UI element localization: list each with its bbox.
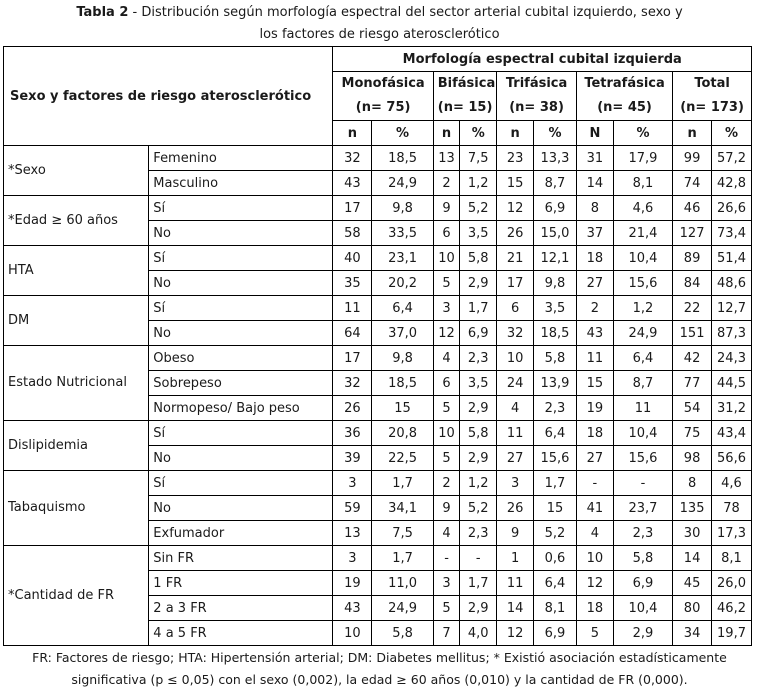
percent-cell: 13,9 bbox=[534, 371, 577, 396]
percent-cell: 19,7 bbox=[712, 621, 752, 646]
count-cell: 10 bbox=[433, 246, 460, 271]
count-cell: 5 bbox=[433, 396, 460, 421]
count-cell: 75 bbox=[673, 421, 712, 446]
count-cell: 45 bbox=[673, 571, 712, 596]
count-cell: 80 bbox=[673, 596, 712, 621]
count-cell: 135 bbox=[673, 496, 712, 521]
count-cell: 59 bbox=[333, 496, 372, 521]
percent-cell: 7,5 bbox=[460, 146, 497, 171]
row-label: 4 a 5 FR bbox=[149, 621, 333, 646]
table-row bbox=[4, 146, 752, 171]
count-cell: 12 bbox=[433, 321, 460, 346]
percent-cell: 37,0 bbox=[372, 321, 433, 346]
percent-cell: 12,1 bbox=[534, 246, 577, 271]
percent-cell: 48,6 bbox=[712, 271, 752, 296]
row-label: Sí bbox=[149, 196, 333, 221]
count-cell: 7 bbox=[433, 621, 460, 646]
table-row bbox=[4, 346, 752, 371]
percent-cell: 2,3 bbox=[613, 521, 672, 546]
percent-cell: 1,2 bbox=[613, 296, 672, 321]
column-group-count: (n= 45) bbox=[597, 100, 652, 115]
percent-cell: 5,8 bbox=[460, 246, 497, 271]
column-group-name: Tetrafásica bbox=[584, 76, 665, 91]
count-cell: 36 bbox=[333, 421, 372, 446]
percent-cell: 8,7 bbox=[613, 371, 672, 396]
count-cell: 23 bbox=[497, 146, 534, 171]
percent-cell: 51,4 bbox=[712, 246, 752, 271]
count-cell: 4 bbox=[433, 521, 460, 546]
percent-cell: 5,8 bbox=[534, 346, 577, 371]
table-row bbox=[4, 546, 752, 571]
count-cell: 9 bbox=[433, 496, 460, 521]
group-label: Tabaquismo bbox=[4, 471, 149, 546]
percent-cell: 1,2 bbox=[460, 171, 497, 196]
percent-cell: 2,9 bbox=[460, 446, 497, 471]
count-cell: - bbox=[576, 471, 613, 496]
percent-cell: 4,6 bbox=[613, 196, 672, 221]
count-cell: 10 bbox=[333, 621, 372, 646]
subcolumn-percent-header: % bbox=[613, 121, 672, 146]
count-cell: 43 bbox=[576, 321, 613, 346]
row-label: No bbox=[149, 446, 333, 471]
percent-cell: 17,9 bbox=[613, 146, 672, 171]
count-cell: 6 bbox=[433, 221, 460, 246]
count-cell: 34 bbox=[673, 621, 712, 646]
percent-cell: 9,8 bbox=[372, 196, 433, 221]
count-cell: 41 bbox=[576, 496, 613, 521]
count-cell: 10 bbox=[576, 546, 613, 571]
count-cell: 5 bbox=[433, 271, 460, 296]
percent-cell: 2,3 bbox=[534, 396, 577, 421]
percent-cell: 5,8 bbox=[613, 546, 672, 571]
row-label: No bbox=[149, 221, 333, 246]
percent-cell: 15 bbox=[534, 496, 577, 521]
percent-cell: 57,2 bbox=[712, 146, 752, 171]
count-cell: 26 bbox=[333, 396, 372, 421]
percent-cell: 23,7 bbox=[613, 496, 672, 521]
row-label: No bbox=[149, 321, 333, 346]
count-cell: 14 bbox=[673, 546, 712, 571]
row-label: Sin FR bbox=[149, 546, 333, 571]
percent-cell: 31,2 bbox=[712, 396, 752, 421]
percent-cell: 5,2 bbox=[460, 196, 497, 221]
count-cell: 43 bbox=[333, 171, 372, 196]
percent-cell: 2,9 bbox=[460, 396, 497, 421]
column-group-name: Monofásica bbox=[341, 76, 425, 91]
group-title-header: Morfología espectral cubital izquierda bbox=[333, 47, 752, 72]
column-group-name: Trifásica bbox=[505, 76, 568, 91]
count-cell: 5 bbox=[433, 596, 460, 621]
count-cell: 98 bbox=[673, 446, 712, 471]
subcolumn-percent-header: % bbox=[712, 121, 752, 146]
row-label: Obeso bbox=[149, 346, 333, 371]
count-cell: 27 bbox=[576, 446, 613, 471]
count-cell: 22 bbox=[673, 296, 712, 321]
count-cell: 5 bbox=[576, 621, 613, 646]
percent-cell: 1,7 bbox=[372, 546, 433, 571]
count-cell: 127 bbox=[673, 221, 712, 246]
percent-cell: 42,8 bbox=[712, 171, 752, 196]
column-group-count: (n= 75) bbox=[355, 100, 411, 115]
percent-cell: 2,9 bbox=[460, 271, 497, 296]
percent-cell: 18,5 bbox=[372, 371, 433, 396]
row-label: Normopeso/ Bajo peso bbox=[149, 396, 333, 421]
percent-cell: - bbox=[460, 546, 497, 571]
count-cell: 99 bbox=[673, 146, 712, 171]
count-cell: 3 bbox=[333, 546, 372, 571]
percent-cell: 26,0 bbox=[712, 571, 752, 596]
subcolumn-count-header: n bbox=[433, 121, 460, 146]
percent-cell: 6,9 bbox=[534, 621, 577, 646]
count-cell: 10 bbox=[433, 421, 460, 446]
percent-cell: 15,0 bbox=[534, 221, 577, 246]
count-cell: 12 bbox=[497, 621, 534, 646]
count-cell: 15 bbox=[576, 371, 613, 396]
count-cell: 31 bbox=[576, 146, 613, 171]
row-label: Sí bbox=[149, 246, 333, 271]
count-cell: 27 bbox=[497, 446, 534, 471]
column-group-header bbox=[673, 72, 752, 121]
percent-cell: 24,9 bbox=[372, 596, 433, 621]
count-cell: 3 bbox=[497, 471, 534, 496]
percent-cell: 1,7 bbox=[534, 471, 577, 496]
count-cell: 54 bbox=[673, 396, 712, 421]
percent-cell: 46,2 bbox=[712, 596, 752, 621]
count-cell: 77 bbox=[673, 371, 712, 396]
count-cell: 43 bbox=[333, 596, 372, 621]
count-cell: 4 bbox=[497, 396, 534, 421]
percent-cell: 12,7 bbox=[712, 296, 752, 321]
count-cell: 32 bbox=[333, 146, 372, 171]
row-label: 2 a 3 FR bbox=[149, 596, 333, 621]
percent-cell: 43,4 bbox=[712, 421, 752, 446]
data-table bbox=[3, 46, 752, 646]
count-cell: 26 bbox=[497, 496, 534, 521]
count-cell: 4 bbox=[433, 346, 460, 371]
count-cell: 18 bbox=[576, 596, 613, 621]
table-row bbox=[4, 196, 752, 221]
count-cell: 24 bbox=[497, 371, 534, 396]
percent-cell: 4,0 bbox=[460, 621, 497, 646]
count-cell: 27 bbox=[576, 271, 613, 296]
percent-cell: 78 bbox=[712, 496, 752, 521]
count-cell: 46 bbox=[673, 196, 712, 221]
percent-cell: 10,4 bbox=[613, 596, 672, 621]
count-cell: 3 bbox=[433, 296, 460, 321]
count-cell: 2 bbox=[433, 471, 460, 496]
percent-cell: 18,5 bbox=[534, 321, 577, 346]
percent-cell: 6,9 bbox=[534, 196, 577, 221]
percent-cell: 2,9 bbox=[613, 621, 672, 646]
count-cell: 89 bbox=[673, 246, 712, 271]
row-label: 1 FR bbox=[149, 571, 333, 596]
count-cell: 14 bbox=[497, 596, 534, 621]
caption-text-line2: los factores de riesgo aterosclerótico bbox=[259, 27, 500, 42]
count-cell: 84 bbox=[673, 271, 712, 296]
group-label: *Sexo bbox=[4, 146, 149, 196]
count-cell: 2 bbox=[576, 296, 613, 321]
subcolumn-count-header: n bbox=[333, 121, 372, 146]
row-label: Sí bbox=[149, 471, 333, 496]
percent-cell: 6,9 bbox=[613, 571, 672, 596]
percent-cell: 15 bbox=[372, 396, 433, 421]
percent-cell: 3,5 bbox=[460, 221, 497, 246]
percent-cell: 8,1 bbox=[613, 171, 672, 196]
count-cell: 8 bbox=[673, 471, 712, 496]
subcolumn-percent-header: % bbox=[534, 121, 577, 146]
count-cell: 19 bbox=[576, 396, 613, 421]
row-label: Sobrepeso bbox=[149, 371, 333, 396]
group-label: HTA bbox=[4, 246, 149, 296]
count-cell: - bbox=[433, 546, 460, 571]
percent-cell: 1,7 bbox=[460, 571, 497, 596]
group-label: Estado Nutricional bbox=[4, 346, 149, 421]
group-label: Dislipidemia bbox=[4, 421, 149, 471]
caption-text-line1: - Distribución según morfología espectral del sector arterial cubital izquierdo, sexo y bbox=[128, 5, 683, 20]
column-group-header bbox=[433, 72, 496, 121]
percent-cell: 6,4 bbox=[534, 421, 577, 446]
percent-cell: 15,6 bbox=[534, 446, 577, 471]
table-row bbox=[4, 421, 752, 446]
percent-cell: 33,5 bbox=[372, 221, 433, 246]
group-label: *Edad ≥ 60 años bbox=[4, 196, 149, 246]
percent-cell: 34,1 bbox=[372, 496, 433, 521]
table-body bbox=[4, 146, 752, 646]
percent-cell: 1,7 bbox=[372, 471, 433, 496]
group-label: *Cantidad de FR bbox=[4, 546, 149, 646]
count-cell: 35 bbox=[333, 271, 372, 296]
count-cell: 1 bbox=[497, 546, 534, 571]
count-cell: 8 bbox=[576, 196, 613, 221]
count-cell: 12 bbox=[576, 571, 613, 596]
row-label: Masculino bbox=[149, 171, 333, 196]
percent-cell: 7,5 bbox=[372, 521, 433, 546]
percent-cell: 5,2 bbox=[534, 521, 577, 546]
table-footnote bbox=[0, 646, 759, 691]
percent-cell: 9,8 bbox=[534, 271, 577, 296]
percent-cell: 24,3 bbox=[712, 346, 752, 371]
count-cell: 39 bbox=[333, 446, 372, 471]
column-group-name: Bifásica bbox=[437, 76, 496, 91]
count-cell: 11 bbox=[497, 571, 534, 596]
percent-cell: 9,8 bbox=[372, 346, 433, 371]
subcolumn-count-header: N bbox=[576, 121, 613, 146]
count-cell: 3 bbox=[433, 571, 460, 596]
percent-cell: 24,9 bbox=[372, 171, 433, 196]
table-row bbox=[4, 246, 752, 271]
percent-cell: 8,1 bbox=[534, 596, 577, 621]
count-cell: 4 bbox=[576, 521, 613, 546]
percent-cell: 6,4 bbox=[613, 346, 672, 371]
column-group-count: (n= 38) bbox=[509, 100, 564, 115]
count-cell: 6 bbox=[433, 371, 460, 396]
count-cell: 30 bbox=[673, 521, 712, 546]
count-cell: 10 bbox=[497, 346, 534, 371]
percent-cell: 5,2 bbox=[460, 496, 497, 521]
percent-cell: 6,4 bbox=[372, 296, 433, 321]
percent-cell: 23,1 bbox=[372, 246, 433, 271]
count-cell: 13 bbox=[333, 521, 372, 546]
count-cell: 37 bbox=[576, 221, 613, 246]
percent-cell: 1,7 bbox=[460, 296, 497, 321]
table-row bbox=[4, 296, 752, 321]
percent-cell: 24,9 bbox=[613, 321, 672, 346]
row-label: No bbox=[149, 496, 333, 521]
percent-cell: 1,2 bbox=[460, 471, 497, 496]
column-group-header bbox=[497, 72, 577, 121]
count-cell: 21 bbox=[497, 246, 534, 271]
count-cell: 11 bbox=[497, 421, 534, 446]
row-label-header: Sexo y factores de riesgo aterosclerótico bbox=[4, 47, 333, 146]
subcolumn-count-header: n bbox=[673, 121, 712, 146]
percent-cell: 3,5 bbox=[534, 296, 577, 321]
percent-cell: 15,6 bbox=[613, 271, 672, 296]
header-row-1 bbox=[4, 47, 752, 72]
percent-cell: 56,6 bbox=[712, 446, 752, 471]
count-cell: 32 bbox=[333, 371, 372, 396]
count-cell: 15 bbox=[497, 171, 534, 196]
percent-cell: 26,6 bbox=[712, 196, 752, 221]
percent-cell: 5,8 bbox=[460, 421, 497, 446]
percent-cell: 11,0 bbox=[372, 571, 433, 596]
count-cell: 5 bbox=[433, 446, 460, 471]
count-cell: 64 bbox=[333, 321, 372, 346]
count-cell: 19 bbox=[333, 571, 372, 596]
count-cell: 11 bbox=[333, 296, 372, 321]
count-cell: 42 bbox=[673, 346, 712, 371]
count-cell: 26 bbox=[497, 221, 534, 246]
percent-cell: - bbox=[613, 471, 672, 496]
count-cell: 12 bbox=[497, 196, 534, 221]
row-label: Exfumador bbox=[149, 521, 333, 546]
table-caption bbox=[0, 0, 759, 46]
count-cell: 32 bbox=[497, 321, 534, 346]
count-cell: 2 bbox=[433, 171, 460, 196]
count-cell: 17 bbox=[497, 271, 534, 296]
footnote-line1: FR: Factores de riesgo; HTA: Hipertensión arterial; DM: Diabetes mellitus; * Existió asociación estadísticamente bbox=[32, 650, 727, 665]
percent-cell: 2,3 bbox=[460, 346, 497, 371]
count-cell: 9 bbox=[433, 196, 460, 221]
percent-cell: 20,8 bbox=[372, 421, 433, 446]
percent-cell: 22,5 bbox=[372, 446, 433, 471]
column-group-header bbox=[333, 72, 433, 121]
row-label: Sí bbox=[149, 296, 333, 321]
percent-cell: 6,9 bbox=[460, 321, 497, 346]
percent-cell: 44,5 bbox=[712, 371, 752, 396]
percent-cell: 8,1 bbox=[712, 546, 752, 571]
subcolumn-count-header: n bbox=[497, 121, 534, 146]
count-cell: 14 bbox=[576, 171, 613, 196]
row-label: Femenino bbox=[149, 146, 333, 171]
count-cell: 17 bbox=[333, 346, 372, 371]
table-row bbox=[4, 471, 752, 496]
percent-cell: 20,2 bbox=[372, 271, 433, 296]
column-group-header bbox=[576, 72, 672, 121]
percent-cell: 6,4 bbox=[534, 571, 577, 596]
count-cell: 74 bbox=[673, 171, 712, 196]
percent-cell: 73,4 bbox=[712, 221, 752, 246]
subcolumn-percent-header: % bbox=[372, 121, 433, 146]
column-group-name: Total bbox=[694, 76, 730, 91]
percent-cell: 2,9 bbox=[460, 596, 497, 621]
percent-cell: 11 bbox=[613, 396, 672, 421]
percent-cell: 15,6 bbox=[613, 446, 672, 471]
count-cell: 6 bbox=[497, 296, 534, 321]
group-label: DM bbox=[4, 296, 149, 346]
percent-cell: 3,5 bbox=[460, 371, 497, 396]
percent-cell: 5,8 bbox=[372, 621, 433, 646]
row-label: No bbox=[149, 271, 333, 296]
percent-cell: 17,3 bbox=[712, 521, 752, 546]
percent-cell: 8,7 bbox=[534, 171, 577, 196]
percent-cell: 10,4 bbox=[613, 421, 672, 446]
count-cell: 17 bbox=[333, 196, 372, 221]
percent-cell: 4,6 bbox=[712, 471, 752, 496]
count-cell: 18 bbox=[576, 421, 613, 446]
count-cell: 58 bbox=[333, 221, 372, 246]
percent-cell: 21,4 bbox=[613, 221, 672, 246]
percent-cell: 0,6 bbox=[534, 546, 577, 571]
table-header bbox=[4, 47, 752, 146]
count-cell: 11 bbox=[576, 346, 613, 371]
footnote-line2: significativa (p ≤ 0,05) con el sexo (0,002), la edad ≥ 60 años (0,010) y la cantidad de FR (0,000). bbox=[71, 672, 688, 687]
column-group-count: (n= 173) bbox=[680, 100, 744, 115]
percent-cell: 18,5 bbox=[372, 146, 433, 171]
count-cell: 9 bbox=[497, 521, 534, 546]
percent-cell: 2,3 bbox=[460, 521, 497, 546]
count-cell: 18 bbox=[576, 246, 613, 271]
count-cell: 13 bbox=[433, 146, 460, 171]
count-cell: 3 bbox=[333, 471, 372, 496]
percent-cell: 13,3 bbox=[534, 146, 577, 171]
percent-cell: 10,4 bbox=[613, 246, 672, 271]
count-cell: 40 bbox=[333, 246, 372, 271]
column-group-count: (n= 15) bbox=[437, 100, 493, 115]
count-cell: 151 bbox=[673, 321, 712, 346]
subcolumn-percent-header: % bbox=[460, 121, 497, 146]
row-label: Sí bbox=[149, 421, 333, 446]
percent-cell: 87,3 bbox=[712, 321, 752, 346]
caption-label: Tabla 2 bbox=[76, 5, 129, 20]
